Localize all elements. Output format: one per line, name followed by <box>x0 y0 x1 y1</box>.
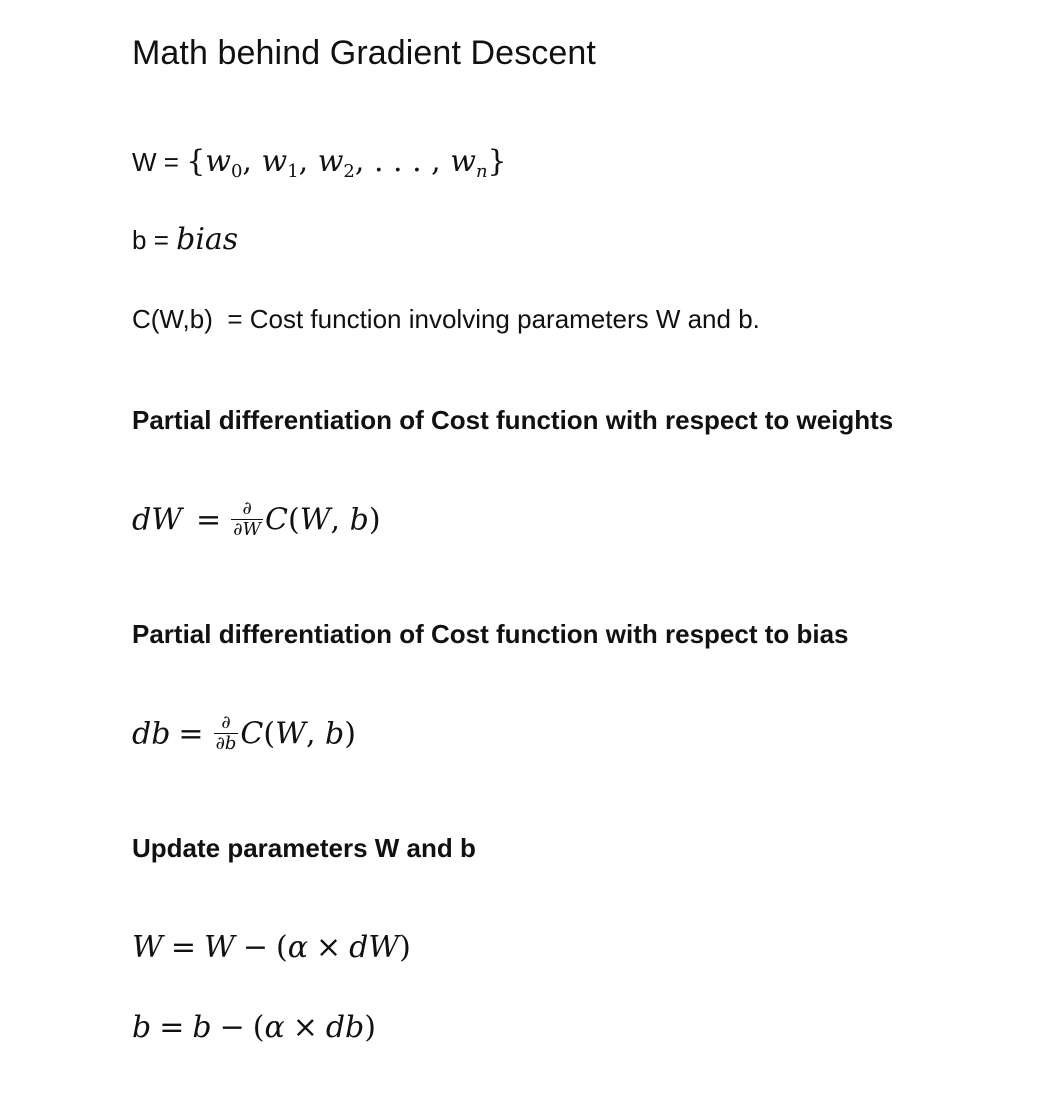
equals-sign: = <box>146 225 177 255</box>
cost-description: Cost function involving parameters W and b. <box>249 304 760 334</box>
heading-partial-bias: Partial differentiation of Cost function with respect to bias <box>132 619 849 649</box>
cost-definition <box>132 304 760 335</box>
heading-partial-weights: Partial differentiation of Cost function with respect to weights <box>132 405 894 435</box>
db-formula: db = $\frac{\partial}{\partial b}$ C(W, b) <box>132 712 356 754</box>
bias-label: b <box>132 225 147 255</box>
weights-definition <box>132 144 507 182</box>
bias-definition <box>132 222 238 257</box>
page-title: Math behind Gradient Descent <box>132 34 596 72</box>
dw-formula: dW = $\frac{\partial}{\partial W}$ C(W, b) <box>132 498 381 540</box>
partial-fraction-b: $\frac{\partial}{\partial b}$ <box>215 712 237 754</box>
weights-label: W <box>132 147 157 177</box>
equals-sign: = <box>212 304 250 334</box>
w-update-formula: W = W − (α × dW) <box>132 930 411 965</box>
equals-sign: = <box>156 147 187 177</box>
cost-label: C(W,b) <box>132 304 213 334</box>
heading-update: Update parameters W and b <box>132 833 476 863</box>
weights-set-formula: {$w_0$, $w_1$, $w_2$, . . . , $w_n$} <box>186 144 507 182</box>
bias-value: bias <box>176 222 239 257</box>
b-update-formula: b = b − (α × db) <box>132 1010 376 1045</box>
document-page <box>132 0 1012 1112</box>
partial-fraction-w: $\frac{\partial}{\partial W}$ <box>233 498 261 540</box>
